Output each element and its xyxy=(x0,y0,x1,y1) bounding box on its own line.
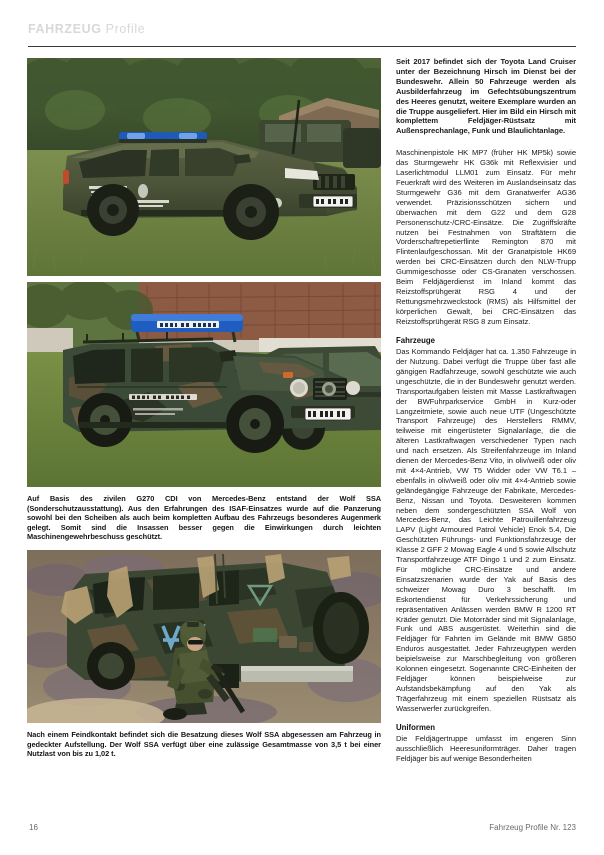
right-column xyxy=(396,57,576,773)
photo-1-illustration xyxy=(27,58,381,276)
running-header-strong: FAHRZEUG xyxy=(28,22,102,36)
header-divider-rule xyxy=(28,46,576,47)
running-header-light: Profile xyxy=(105,22,146,36)
paragraph-uniforms: Die Feldjägertruppe umfasst im engeren Sinn ausschließlich Heeresuniformträger. Daher tragen Feldjäger bis auf wenige Besonderheiten xyxy=(396,734,576,763)
photo-toyota-land-cruiser-hirsch xyxy=(27,58,381,276)
caption-wolf-ssa-feindkontakt: Nach einem Feindkontakt befindet sich die Besatzung dieses Wolf SSA abgesessen am Fahrzeug in gedeckter Aufstellung. Der Wolf SSA verfügt über eine zulässige Gesamtmasse von 3,5 t bei einer Nutzlast von bis zu 1,02 t. xyxy=(27,729,381,759)
heading-uniformen: Uniformen xyxy=(396,722,435,732)
caption-wolf-ssa-basis: Auf Basis des zivilen G270 CDI von Mercedes-Benz entstand der Wolf SSA (Sonderschutzausstattung). Aus den Erfahrungen des ISAF-Einsatzes wurde auf die Panzerung sowohl bei den Scheiben als auch beim kompletten Aufbau des Fahrzeugs besonderes Augenmerk gelegt. Somit sind die Insassen besser gegen die Einwirkungen durch leichten Maschinengewehrbeschuss geschützt. xyxy=(27,494,381,542)
heading-fahrzeuge: Fahrzeuge xyxy=(396,335,435,345)
paragraph-vehicles: Das Kommando Feldjäger hat ca. 1.350 Fahrzeuge in der Nutzung. Dabei verfügt die Truppe über fast alle gängigen Radfahrzeuge, sowohl geschützte wie auch ungeschützte, die in der Bundeswehr genutzt werden. Transportaufgaben leisten mit Masse Lastkraftwagen der BWFuhrparkservice GmbH in Kurz-oder Langzeitmiete, sowie auch neue UTF (Ungeschützte Transport Fahrzeuge) des Herstellers RMMV, teilweise mit eingerüsteter Signalanlage, die die älteren Lastkraftwagen verschiedener Typen nach und nach ersetzen. Als Streifenfahrzeuge im Inland dienen der Mercedes-Benz Vito, in oliv/weiß oder oliv mit 4×4-Antrieb, VW T5 Widder oder VW T6.1 – ebenfalls in oliv/weiß oder oliv mit 4×4-Antrieb sowie geländegängige Fahrzeuge der Fabrikate, Mercedes-Benz, Nissan und Toyota. Desweiteren kommen neben dem sondergeschützten SSA Wolf von Mercedes-Benz, das Leichte Patrouillenfahrzeug LAPV (Light Armoured Patrol Vehicle) Enok 5.4, Die Geschützten Führungs- und Funktionsfahrzeuge der Klasse 2 GFF 2 Mowag Eagle 4 und 5 sowie Allschutz Transportfahrzeuge ATF Dingo 1 und 2 zum Einsatz. Für mögliche CRC-Einsätze und andere Einsatzszenarien wurde der Yak auf Basis des schweizer Mowag Duro 3 beschafft. Im Eskortendienst für Verkehrssicherung und repräsentativen Anlässen werden BMW R 1200 RT Kräder genutzt. Die Motorräder sind mit Signalanlage, Funk und ABS ausgerüstet. Weiterhin sind die Feldjäger für Fahrten im Gelände mit BMW G850 Enduros ausgestattet. Jeder Fahrzeugtypen werden beipielsweise zur Marschbegleitung von größeren Kolonnen eingesetzt. Sogenannte CRC-Einheiten der Feldjäger können beispielweise zur Aufstandsbekämpfung auf den Yak als Trägerfahrzeug mit einem speziellen Rüstsatz als Wasserwerfer zurückgreifen. xyxy=(396,347,576,713)
left-column xyxy=(27,58,381,759)
photo-2-illustration xyxy=(27,282,381,487)
photo-3-illustration xyxy=(27,550,381,723)
footer-page-number: 16 xyxy=(29,823,38,832)
running-header xyxy=(28,22,145,36)
paragraph-weapons: Maschinenpistole HK MP7 (früher HK MP5k) sowie das Sturmgewehr HK G36k mit Reflexvisier und Laserlichtmodul LLM01 zum Einsatz. Für mehr Feuerkraft wird des Weiteren im Auslandseinsatz das Sturmgewehr G36 mit dem Granatwerfer AG36 verwendet. Präzisionsschützen sichern und überwachen mit dem G22 und dem G28 Personenschutz-/CRC-Einsätze. Die Zugriffskräfte nutzen bei Festnahmen von Straftätern die Vorderschaftrepetierflinte Remington 870 mit Flintenlaufgeschossan. Mit der Granatpistole HK69 werden bei CRC-Einsätzen durch den NLW-Trupp Gummigeschosse oder CS-Granaten verschossen. Beim Feldjägerdienst im Inland kommt das Reizstoffsprühgerät RSG 4 und der Rettungsmehrzweckstock (RMS) als Hilfsmittel der körperlichen Gewalt, bei CRC-Einsätzen das Reizstoffsprühgerät RSG 8 zum Einsatz. xyxy=(396,148,576,326)
photo-wolf-ssa-feindkontakt xyxy=(27,550,381,723)
lead-paragraph: Seit 2017 befindet sich der Toyota Land Cruiser unter der Bezeichnung Hirsch im Dienst bei der Bundeswehr. Allein 50 Fahrzeuge werden als Ausbilderfahrzeug im Gefechtsübungszentrum des Heeres genutzt, weitere Exemplare wurden an die Truppe ausgeliefert. Hier im Bild ein Hirsch mit komplettem Feldjäger-Rüstsatz mit Außensprechanlage, Funk und Blaulichtanlage. xyxy=(396,57,576,136)
photo-wolf-ssa-military-police xyxy=(27,282,381,487)
footer-publication: Fahrzeug Profile Nr. 123 xyxy=(489,823,576,832)
